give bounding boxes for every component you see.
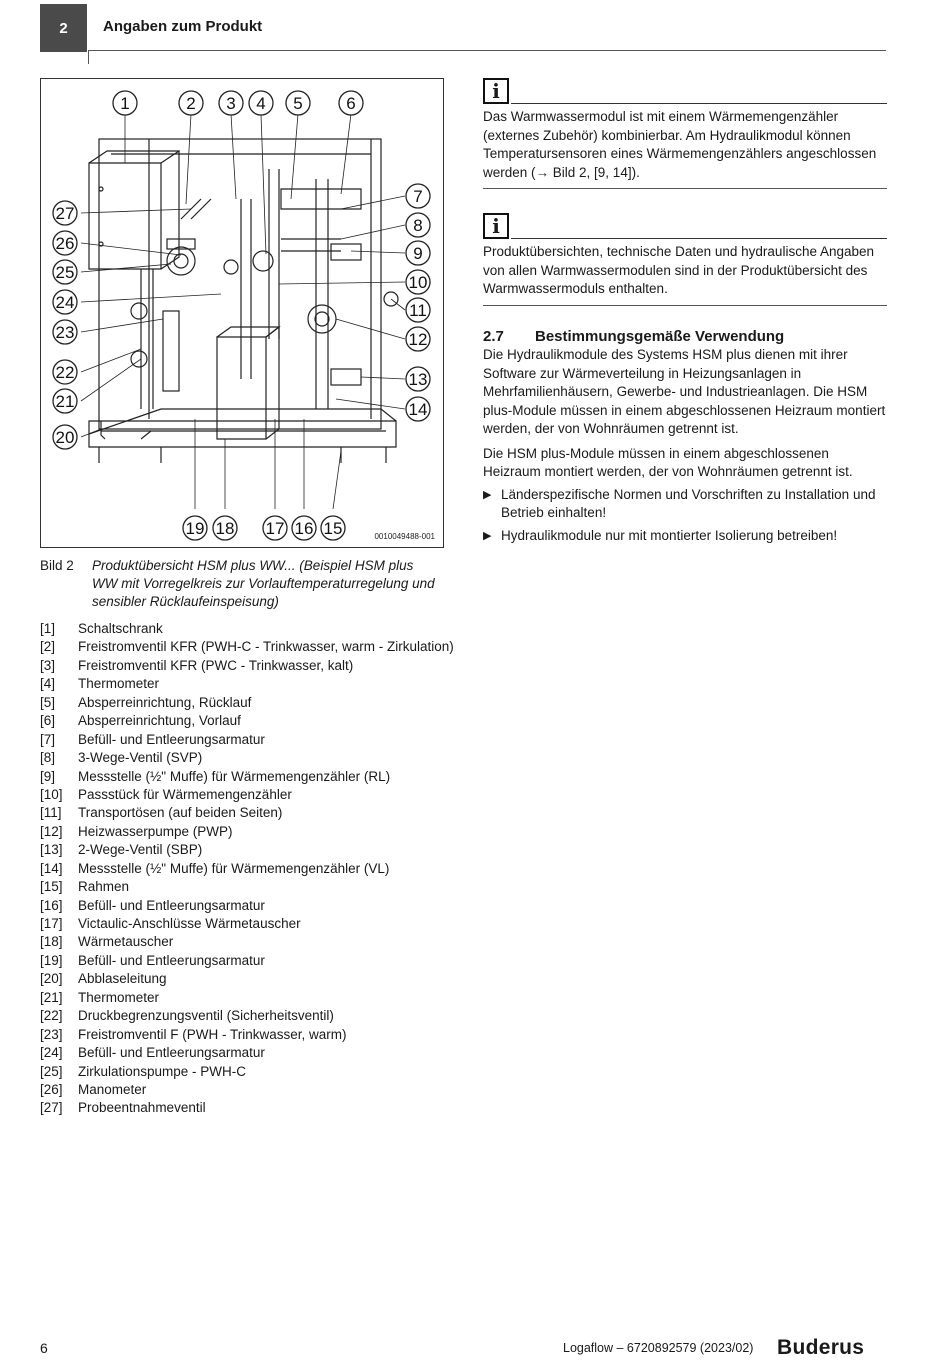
callout-18: 18 [215,519,235,538]
right-column [483,78,887,545]
callout-17: 17 [265,519,285,538]
info-rule [511,238,887,239]
callout-26: 26 [55,234,75,253]
callout-25: 25 [55,263,75,282]
bullet-item [483,486,887,523]
header-rule [88,50,886,51]
callout-12: 12 [408,330,428,349]
legend-item: [23] Freistromventil F (PWH - Trinkwasser, warm) [40,1026,347,1042]
callout-23: 23 [55,323,75,342]
callout-9: 9 [413,244,423,263]
legend-item: [11] Transportösen (auf beiden Seiten) [40,805,283,821]
callout-1: 1 [120,94,130,113]
callout-24: 24 [55,293,75,312]
legend-item: [13] 2-Wege-Ventil (SBP) [40,842,203,858]
module-drawing [41,79,443,547]
section-title: Bestimmungsgemäße Verwendung [535,327,785,345]
legend-item: [22] Druckbegrenzungsventil (Sicherheitsventil) [40,1008,334,1024]
section-paragraph: Die Hydraulikmodule des Systems HSM plus dienen mit ihrer Software zur Wärmeverteilung in Heizungsanlagen in Mehrfamilienhäusern, Gewerbe- und Industrieanlagen. Die HSM plus-Module müssen in einem abgeschlossenen Heizraum montiert werden, der von Wohnräumen getrennt ist. [483,347,886,436]
callout-2: 2 [186,94,196,113]
bullet-text: Länderspezifische Normen und Vorschriften zu Installation und Betrieb einhalten! [501,486,876,520]
callout-21: 21 [55,392,75,411]
legend-item: [25] Zirkulationspumpe - PWH-C [40,1063,247,1079]
figure-id: 0010049488-001 [374,532,435,541]
bullet-text: Hydraulikmodule nur mit montierter Isolierung betreiben! [501,527,838,543]
callout-14: 14 [408,400,428,419]
legend-item: [20] Abblaseleitung [40,971,167,987]
callout-3: 3 [226,94,236,113]
callout-11: 11 [409,301,427,320]
callout-10: 10 [408,273,428,292]
legend-item: [12] Heizwasserpumpe (PWP) [40,823,233,839]
figure-legend [40,620,460,1118]
info-rule [511,103,887,104]
bullet-arrow-icon: ▶ [483,488,492,501]
info-note-2 [483,213,887,306]
page-header-title: Angaben zum Produkt [103,18,263,35]
callout-22: 22 [55,363,75,382]
legend-item: [2] Freistromventil KFR (PWH-C - Trinkwasser, warm - Zirkulation) [40,639,454,655]
callout-20: 20 [55,428,75,447]
callout-4: 4 [256,94,266,113]
section-number: 2.7 [483,327,504,345]
legend-item: [9] Messstelle (½" Muffe) für Wärmemengenzähler (RL) [40,768,391,784]
callout-5: 5 [293,94,303,113]
callout-15: 15 [323,519,343,538]
legend-item: [21] Thermometer [40,989,160,1005]
legend-item: [16] Befüll- und Entleerungsarmatur [40,897,265,913]
info-icon: i [483,78,509,104]
legend-item: [17] Victaulic-Anschlüsse Wärmetauscher [40,916,301,931]
page-number: 6 [40,1340,48,1356]
section-paragraph: Die HSM plus-Module müssen in einem abgeschlossenen Heizraum montiert werden, der von Wohnräumen getrennt ist. [483,445,853,479]
caption-text: Produktübersicht HSM plus WW... (Beispiel HSM plus WW mit Vorregelkreis zur Vorlauftemperaturregelung und sensibler Rücklaufeinspeisung) [92,558,435,609]
bullet-item [483,527,887,546]
callout-16: 16 [294,519,314,538]
legend-item: [24] Befüll- und Entleerungsarmatur [40,1045,265,1061]
legend-item: [8] 3-Wege-Ventil (SVP) [40,750,203,766]
callout-6: 6 [346,94,356,113]
callout-7: 7 [413,187,423,206]
callout-19: 19 [185,519,205,538]
legend-item: [10] Passstück für Wärmemengenzähler [40,786,292,802]
legend-item: [1] Schaltschrank [40,621,163,636]
legend-item: [18] Wärmetauscher [40,934,174,950]
product-figure [40,78,444,548]
brand-logo: Buderus [777,1336,865,1359]
info-text: Das Warmwassermodul ist mit einem Wärmemengenzähler (externes Zubehör) kombinierbar. Am Hydraulikmodul können Temperatursensoren eines Wärmemengenzählers angeschlossen werden (→ Bild 2, [9, 14]). [483,109,877,180]
legend-item: [6] Absperreinrichtung, Vorlauf [40,713,241,729]
caption-label: Bild 2 [40,558,74,573]
legend-item: [3] Freistromventil KFR (PWC - Trinkwasser, kalt) [40,657,354,673]
legend-item: [14] Messstelle (½" Muffe) für Wärmemengenzähler (VL) [40,860,390,876]
info-text: Produktübersichten, technische Daten und hydraulische Angaben von allen Warmwassermodulen sind in der Produktübersicht des Warmwassermoduls enthalten. [483,244,875,296]
callout-8: 8 [413,216,423,235]
legend-item: [15] Rahmen [40,879,130,895]
legend-item: [26] Manometer [40,1081,147,1097]
legend-item: [5] Absperreinrichtung, Rücklauf [40,694,252,710]
info-note-1 [483,78,887,189]
info-end-rule [483,188,887,189]
legend-item: [27] Probeentnahmeventil [40,1100,206,1116]
info-end-rule [483,305,887,306]
header-tick [88,50,89,64]
legend-item: [4] Thermometer [40,676,160,692]
legend-item: [19] Befüll- und Entleerungsarmatur [40,952,265,968]
chapter-number: 2 [40,4,87,52]
bullet-arrow-icon: ▶ [483,529,492,542]
document-reference: Logaflow – 6720892579 (2023/02) [563,1341,754,1355]
callout-27: 27 [55,204,75,223]
section-heading [483,328,887,347]
legend-item: [7] Befüll- und Entleerungsarmatur [40,731,265,747]
callout-13: 13 [408,370,428,389]
info-icon: i [483,213,509,239]
